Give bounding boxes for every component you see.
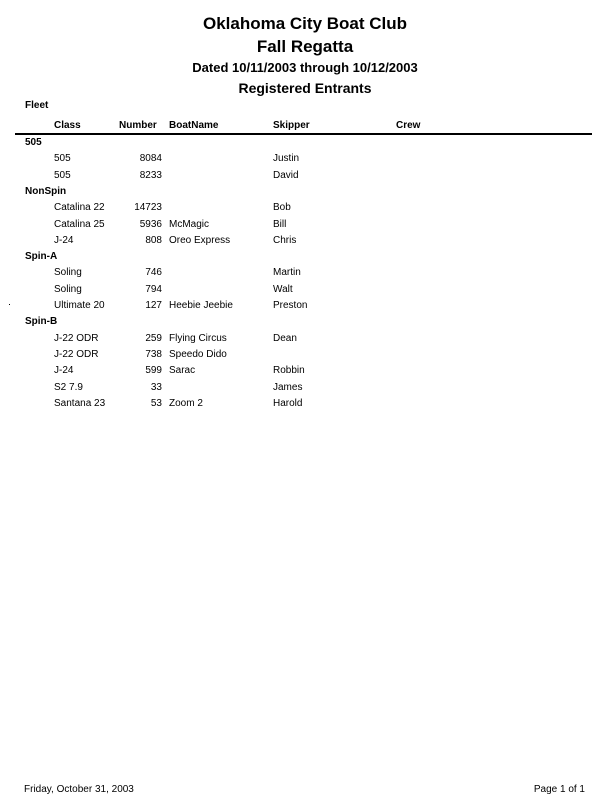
cell-number: 746	[145, 267, 162, 278]
cell-class: Ultimate 20	[54, 300, 105, 311]
table-row	[0, 300, 600, 316]
cell-skipper: James	[273, 382, 303, 393]
cell-number: 599	[145, 365, 162, 376]
fleet-group-row	[0, 316, 600, 332]
cell-boatname: Zoom 2	[169, 398, 203, 409]
cell-number: 127	[145, 300, 162, 311]
cell-skipper: Bob	[273, 202, 291, 213]
fleet-group-row	[0, 186, 600, 202]
table-row	[0, 365, 600, 381]
cell-number: 33	[150, 382, 162, 393]
cell-boatname: McMagic	[169, 219, 210, 230]
fleet-name: Spin-A	[25, 251, 58, 262]
table-row	[0, 235, 600, 251]
cell-skipper: Preston	[273, 300, 308, 311]
report-title: Registered Entrants	[238, 80, 372, 96]
column-header-number: Number	[119, 120, 157, 131]
cell-number: 259	[145, 333, 162, 344]
fleet-name: Spin-B	[25, 316, 58, 327]
cell-boatname: Oreo Express	[169, 235, 231, 246]
event-title: Fall Regatta	[256, 37, 354, 56]
cell-number: 8084	[139, 153, 162, 164]
cell-class: J-24	[54, 235, 74, 246]
cell-boatname: Sarac	[169, 365, 196, 376]
fleet-group-row	[0, 251, 600, 267]
cell-class: J-22 ODR	[54, 349, 99, 360]
cell-number: 738	[145, 349, 162, 360]
cell-class: 505	[54, 170, 71, 181]
cell-boatname: Flying Circus	[169, 333, 227, 344]
cell-boatname: Speedo Dido	[169, 349, 227, 360]
table-row	[0, 333, 600, 349]
fleet-group-header: Fleet	[25, 100, 49, 111]
cell-number: 53	[150, 398, 162, 409]
cell-skipper: Walt	[273, 284, 293, 295]
print-date: Friday, October 31, 2003	[24, 784, 134, 795]
org-title: Oklahoma City Boat Club	[202, 14, 408, 33]
cell-boatname: Heebie Jeebie	[169, 300, 233, 311]
cell-class: Catalina 25	[54, 219, 105, 230]
cell-class: J-22 ODR	[54, 333, 99, 344]
header-divider	[15, 133, 592, 135]
cell-number: 5936	[139, 219, 162, 230]
cell-class: S2 7.9	[54, 382, 83, 393]
table-row	[0, 349, 600, 365]
table-row	[0, 219, 600, 235]
cell-number: 14723	[134, 202, 162, 213]
column-header-class: Class	[54, 120, 81, 131]
cell-number: 8233	[139, 170, 162, 181]
date-range: Dated 10/11/2003 through 10/12/2003	[192, 60, 418, 75]
table-row	[0, 382, 600, 398]
cell-class: Catalina 22	[54, 202, 105, 213]
table-row	[0, 398, 600, 414]
column-header-boatname: BoatName	[169, 120, 219, 131]
cell-skipper: Martin	[273, 267, 301, 278]
cell-class: Santana 23	[54, 398, 106, 409]
cell-class: Soling	[54, 267, 82, 278]
table-row	[0, 267, 600, 283]
cell-skipper: David	[273, 170, 299, 181]
cell-class: J-24	[54, 365, 74, 376]
cell-skipper: Robbin	[273, 365, 305, 376]
cell-skipper: Justin	[273, 153, 300, 164]
cell-number: 794	[145, 284, 162, 295]
column-header-crew: Crew	[396, 120, 421, 131]
fleet-name: NonSpin	[25, 186, 67, 197]
cell-skipper: Harold	[273, 398, 303, 409]
table-row	[0, 284, 600, 300]
cell-class: 505	[54, 153, 71, 164]
cell-skipper: Chris	[273, 235, 297, 246]
table-row	[0, 170, 600, 186]
cell-class: Soling	[54, 284, 82, 295]
fleet-name: 505	[25, 137, 42, 148]
column-header-skipper: Skipper	[273, 120, 310, 131]
fleet-group-row	[0, 137, 600, 153]
table-row	[0, 202, 600, 218]
cell-number: 808	[145, 235, 162, 246]
page-number: Page 1 of 1	[533, 784, 585, 795]
cell-skipper: Bill	[273, 219, 287, 230]
cell-skipper: Dean	[273, 333, 297, 344]
table-row	[0, 153, 600, 169]
